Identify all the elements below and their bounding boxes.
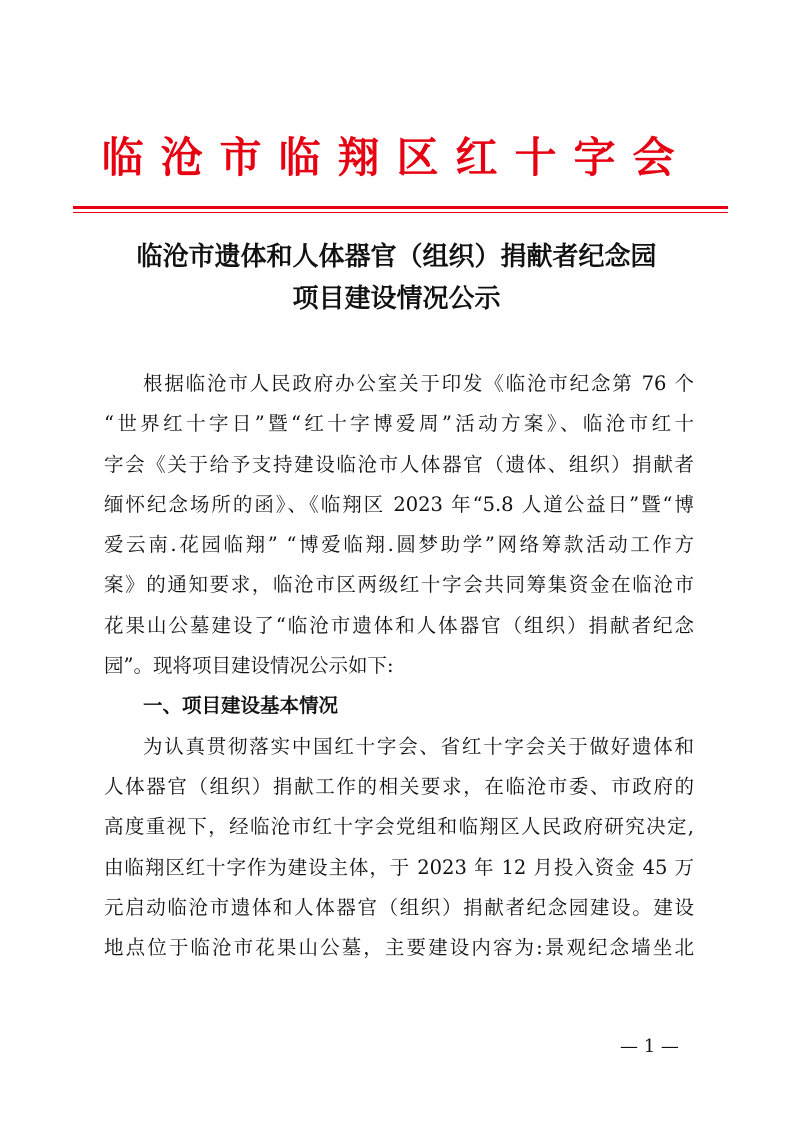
header-red-rule-thin	[73, 212, 728, 213]
document-body	[104, 364, 694, 968]
section-heading: 一、项目建设基本情况	[143, 694, 339, 718]
header-red-rule-thick	[73, 206, 728, 209]
paragraph-line: 花果山公墓建设了“临沧市遗体和人体器官（组织）捐献者纪念	[104, 613, 694, 637]
paragraph-line: 缅怀纪念场所的函》、《临翔区 2023 年“5.8 人道公益日”暨“博	[104, 492, 694, 516]
paragraph-line: 人体器官（组织）捐献工作的相关要求，在临沧市委、市政府的	[104, 774, 694, 798]
paragraph-line: 字会《关于给予支持建设临沧市人体器官（遗体、组织）捐献者	[104, 452, 694, 476]
paragraph-line: 案》的通知要求，临沧市区两级红十字会共同筹集资金在临沧市	[104, 573, 694, 597]
document-title-line-1: 临沧市遗体和人体器官（组织）捐献者纪念园	[136, 242, 657, 272]
paragraph-line: 根据临沧市人民政府办公室关于印发《临沧市纪念第 76 个	[143, 372, 694, 395]
paragraph-line: 元启动临沧市遗体和人体器官（组织）捐献者纪念园建设。建设	[104, 895, 694, 919]
paragraph-line: 园”。现将项目建设情况公示如下:	[104, 654, 394, 678]
paragraph-line: 爱云南.花园临翔” “博爱临翔.圆梦助学”网络筹款活动工作方	[104, 533, 694, 557]
paragraph-line: “世界红十字日”暨“红十字博爱周”活动方案》、临沧市红十	[104, 412, 694, 436]
paragraph-line: 为认真贯彻落实中国红十字会、省红十字会关于做好遗体和	[143, 734, 694, 758]
issuing-org-header: 临沧市临翔区红十字会	[101, 133, 692, 182]
page-number: — 1 —	[620, 1036, 679, 1057]
document-title-line-2: 项目建设情况公示	[292, 284, 501, 314]
document-title	[0, 236, 793, 320]
paragraph-line: 地点位于临沧市花果山公墓，主要建设内容为:景观纪念墙坐北	[104, 936, 694, 960]
paragraph-line: 高度重视下，经临沧市红十字会党组和临翔区人民政府研究决定,	[104, 815, 694, 839]
paragraph-line: 由临翔区红十字作为建设主体，于 2023 年 12 月投入资金 45 万	[104, 855, 694, 879]
